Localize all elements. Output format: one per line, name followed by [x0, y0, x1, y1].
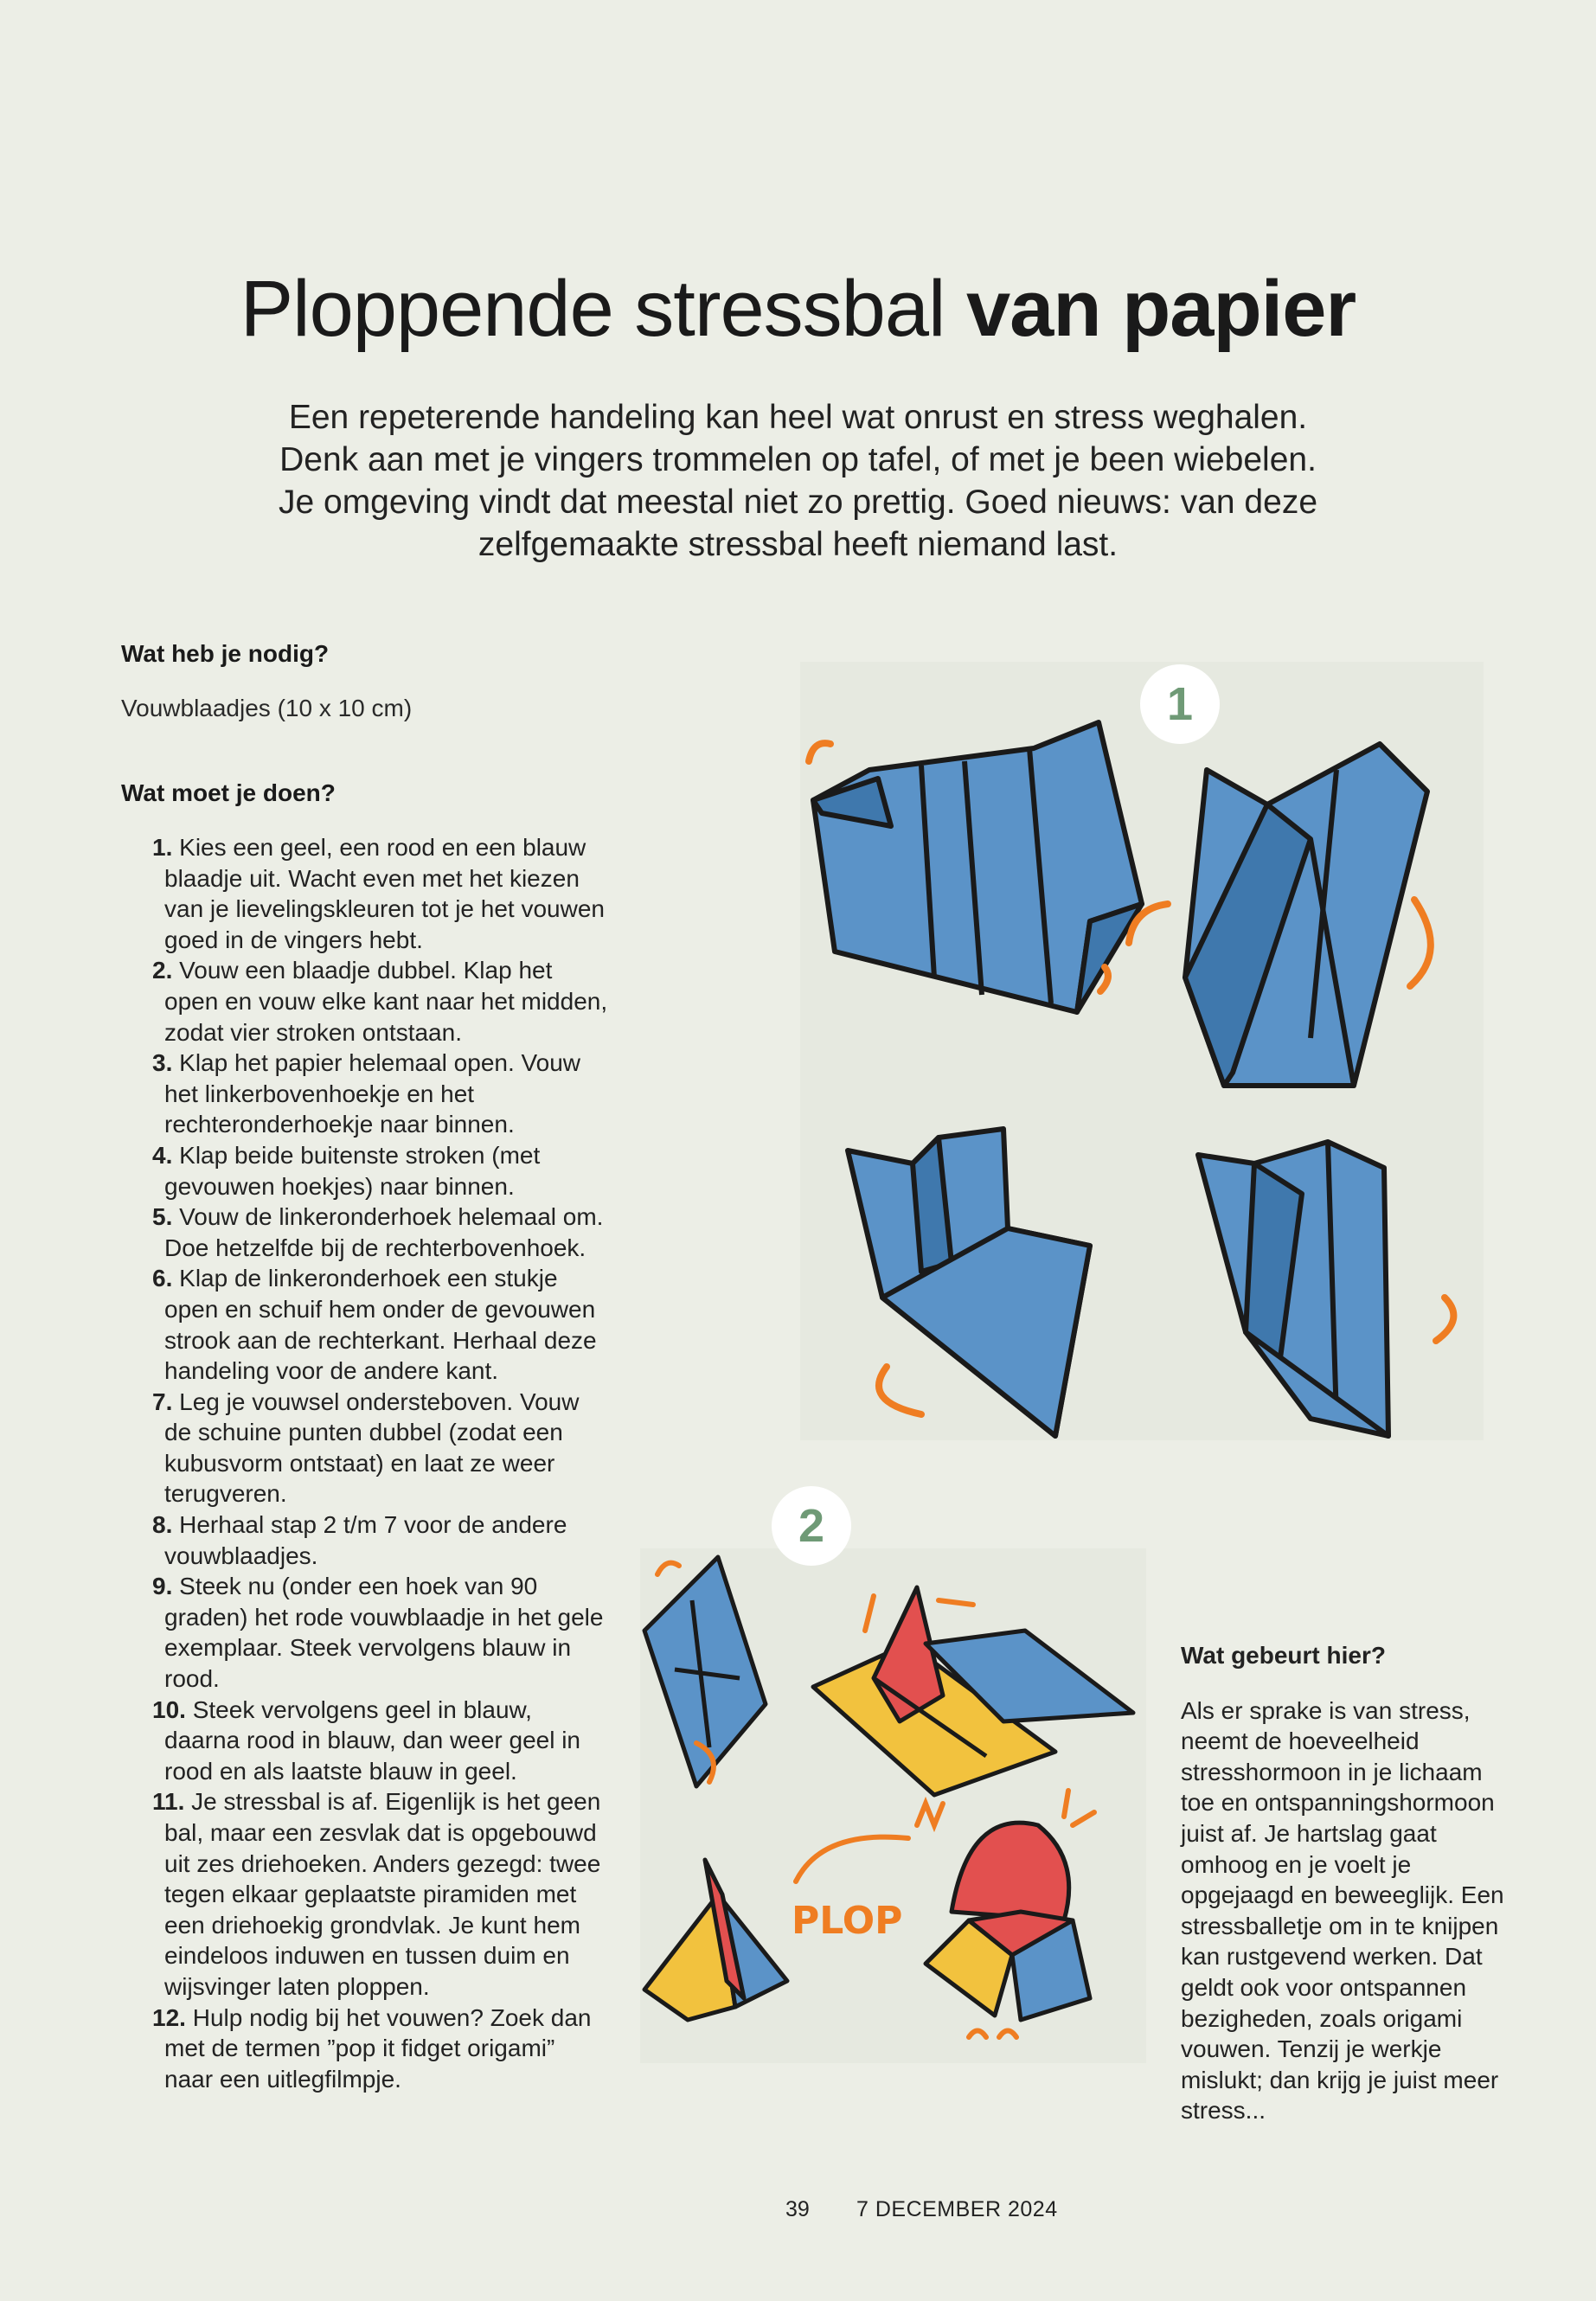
intro-line: Je omgeving vindt dat meestal niet zo prettig. Goed nieuws: van deze [278, 484, 1318, 521]
step-item: 6. Klap de linkeronderhoek een stukje open en schuif hem onder de gevouwen strook aan de rechterkant. Herhaal deze handeling voor de andere kant. [152, 1265, 597, 1385]
needs-heading: Wat heb je nodig? [121, 640, 330, 667]
step-item: 10. Steek vervolgens geel in blauw, daarna rood in blauw, dan weer geel in rood en als laatste blauw in geel. [152, 1695, 581, 1785]
step-item: 1. Kies een geel, een rood en een blauw blaadje uit. Wacht even met het kiezen van je lievelingskleuren tot je het vouwen goed in de vingers hebt. [152, 834, 605, 953]
sidebar-text: Als er sprake is van stress, neemt de hoeveelheid stresshormoon in je lichaam toe en ontspanningshormoon juist af. Je hartslag gaat omhoog en je voelt je opgejaagd en beweeglijk. Een stressballetje om in te knijpen kan rustgevend werken. Dat geldt ook voor ontspannen bezigheden, zoals origami vouwen. Tenzij je werkje mislukt; dan krijg je juist meer stress... [1181, 1696, 1504, 2125]
step-badge-1: 1 [1140, 664, 1220, 744]
intro-line: Denk aan met je vingers trommelen op tafel, of met je been wiebelen. [279, 441, 1317, 478]
intro-text [225, 396, 1371, 566]
needs-text: Vouwblaadjes (10 x 10 cm) [121, 695, 413, 721]
plop-text: PLOP [792, 1899, 903, 1943]
steps-list [121, 832, 610, 2094]
intro-line: Een repeterende handeling kan heel wat onrust en stress weghalen. [288, 399, 1308, 436]
todo-heading: Wat moet je doen? [121, 779, 336, 806]
step-item: 5. Vouw de linkeronderhoek helemaal om. Doe hetzelfde bij de rechterbovenhoek. [152, 1203, 604, 1261]
step-item: 8. Herhaal stap 2 t/m 7 voor de andere vouwblaadjes. [152, 1511, 567, 1569]
folding-illustration-step-2 [640, 1548, 1146, 2063]
page-title: Ploppende stressbal van papier [240, 265, 1356, 353]
step-item: 2. Vouw een blaadje dubbel. Klap het open en vouw elke kant naar het midden, zodat vier stroken ontstaan. [152, 957, 608, 1046]
folding-illustration-step-1 [783, 657, 1501, 1453]
issue-date: 7 DECEMBER 2024 [856, 2197, 1058, 2221]
step-item: 3. Klap het papier helemaal open. Vouw het linkerbovenhoekje en het rechteronderhoekje naar binnen. [152, 1049, 581, 1138]
step-item: 12. Hulp nodig bij het vouwen? Zoek dan met de termen ”pop it fidget origami” naar een uitlegfilmpje. [152, 2003, 592, 2093]
sidebar-box [1181, 1640, 1509, 2126]
sidebar-heading: Wat gebeurt hier? [1181, 1642, 1386, 1669]
step-item: 11. Je stressbal is af. Eigenlijk is het geen bal, maar een zesvlak dat is opgebouwd uit zes driehoeken. Anders gezegd: twee tegen elkaar geplaatste piramiden met een driehoekig grondvlak. Je kunt hem eindeloos induwen en tussen duim en wijsvinger laten ploppen. [152, 1788, 601, 2000]
step-item: 7. Leg je vouwsel ondersteboven. Vouw de schuine punten dubbel (zodat een kubusvorm ontstaat) en laat ze weer terugveren. [152, 1388, 580, 1508]
intro-line: zelfgemaakte stressbal heeft niemand last. [478, 526, 1118, 563]
step-item: 4. Klap beide buitenste stroken (met gevouwen hoekjes) naar binnen. [152, 1141, 541, 1200]
step-item: 9. Steek nu (onder een hoek van 90 graden) het rode vouwblaadje in het gele exemplaar. Steek vervolgens blauw in rood. [152, 1573, 604, 1693]
page-number: 39 [785, 2197, 810, 2221]
step-badge-2: 2 [772, 1486, 851, 1566]
